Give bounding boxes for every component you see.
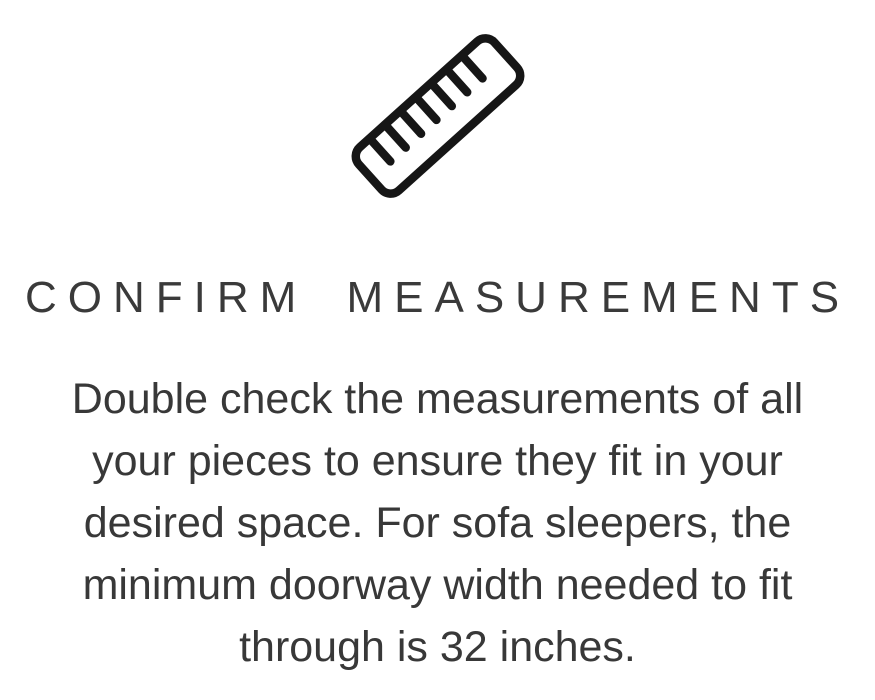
body-text-line: through is 32 inches. [239, 623, 636, 671]
ruler-icon [343, 22, 533, 210]
body-text-line: minimum doorway width needed to fit [82, 561, 793, 609]
body-text-line: desired space. For sofa sleepers, the [83, 499, 792, 547]
body-text-line: Double check the measurements of all [71, 375, 804, 423]
body-text [72, 368, 803, 678]
section-title: CONFIRM MEASUREMENTS [24, 273, 851, 322]
body-text-line: your pieces to ensure they fit in your [92, 437, 783, 485]
